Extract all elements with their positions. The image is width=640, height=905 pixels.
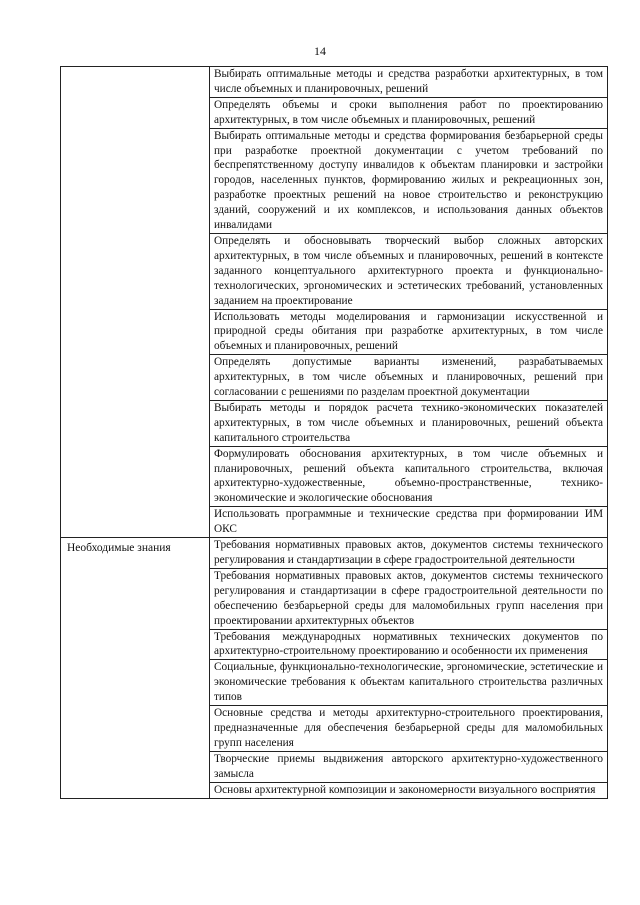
- knowledge-item: Требования нормативных правовых актов, документов системы технического регулирования и стандартизации в сфере градостроительной деятельности по обеспечению безбарьерной среды для маломобильных групп населения при проектировании архитектурных объектов: [210, 569, 607, 630]
- skill-item: Выбирать методы и порядок расчета технико-экономических показателей архитектурных, в том числе объемных и планировочных, решений объекта капитального строительства: [210, 401, 607, 447]
- knowledge-item: Творческие приемы выдвижения авторского архитектурно-художественного замысла: [210, 752, 607, 783]
- skill-item: Определять допустимые варианты изменений, разрабатываемых архитектурных, в том числе объемных и планировочных, решений при согласовании с решениями по разделам проектной документации: [210, 355, 607, 401]
- skill-item: Использовать программные и технические средства при формировании ИМ ОКС: [214, 508, 603, 536]
- section-label-knowledge: Необходимые знания: [61, 538, 210, 798]
- knowledge-item: Основы архитектурной композиции и закономерности визуального восприятия: [214, 783, 596, 796]
- skill-item: Выбирать оптимальные методы и средства разработки архитектурных, в том числе объемных и планировочных, решений: [210, 67, 607, 98]
- skill-item: Определять и обосновывать творческий выбор сложных авторских архитектурных, в том числе объемных и планировочных, решений в контексте заданного концептуального архитектурного проекта и функционально-технологических, эргономических и эстетических требований, установленных заданием на проектирование: [210, 234, 607, 310]
- skill-item: Формулировать обоснования архитектурных, в том числе объемных и планировочных, решений объекта капитального строительства, включая архитектурно-художественные, объемно-пространственные, технико-экономические и экологические обоснования: [210, 447, 607, 508]
- skill-item: Выбирать оптимальные методы и средства формирования безбарьерной среды при разработке проектной документации с учетом требований по беспрепятственному доступу инвалидов к объектам планировки и застройки городов, населенных пунктов, формированию жилых и рекреационных зон, разработке проектных решений на новое строительство и реконструкцию зданий, сооружений и их комплексов, и использования данных объектов инвалидами: [210, 129, 607, 234]
- skills-cell: [210, 67, 608, 538]
- section-label-empty: [61, 67, 210, 538]
- skill-item: Определять объемы и сроки выполнения работ по проектированию архитектурных, в том числе объемных и планировочных, решений: [210, 98, 607, 129]
- requirements-table: [60, 66, 608, 799]
- knowledge-item: Социальные, функционально-технологические, эргономические, эстетические и экономические требования к объектам капитального строительства различных типов: [210, 660, 607, 706]
- knowledge-item: Требования нормативных правовых актов, документов системы технического регулирования и стандартизации в сфере градостроительной деятельности: [210, 538, 607, 569]
- knowledge-item: Требования международных нормативных технических документов по архитектурно-строительному проектированию и особенности их применения: [210, 630, 607, 661]
- knowledge-cell: [210, 538, 608, 798]
- skill-item: Использовать методы моделирования и гармонизации искусственной и природной среды обитания при разработке архитектурных, в том числе объемных и планировочных, решений: [210, 310, 607, 356]
- knowledge-item: Основные средства и методы архитектурно-строительного проектирования, предназначенные для обеспечения безбарьерной среды для маломобильных групп населения: [210, 706, 607, 752]
- skills-row: [61, 67, 608, 538]
- page-number: 14: [314, 44, 326, 58]
- knowledge-row: [61, 538, 608, 798]
